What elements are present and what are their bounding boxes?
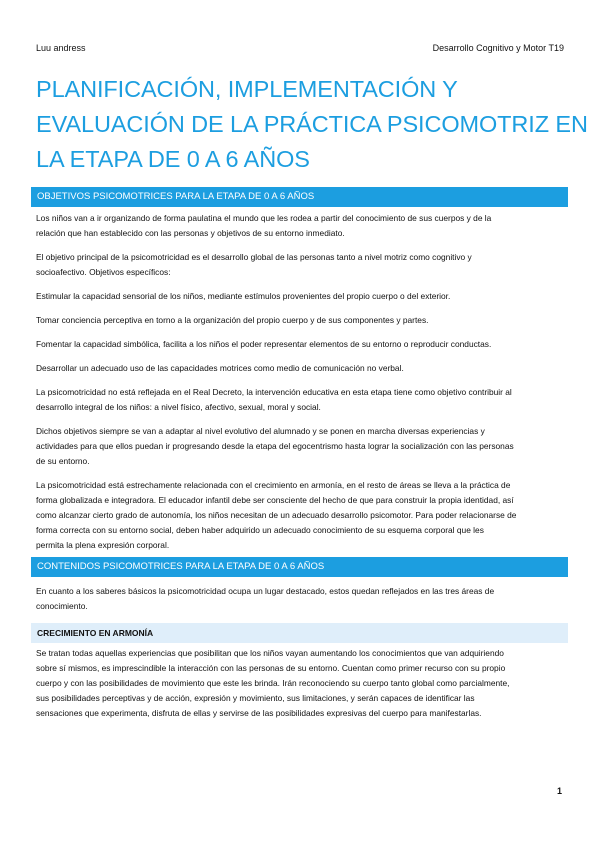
paragraph-line: La psicomotricidad está estrechamente relacionada con el crecimiento en armonía, en el resto de áreas se lleva a la práctica de [36, 480, 511, 490]
subsection-heading-crecimiento: CRECIMIENTO EN ARMONÍA [31, 623, 568, 643]
paragraph-line: sobre sí mismos, es imprescindible la interacción con las personas de su entorno. Cuentan como primer recurso con su propio [36, 663, 506, 673]
paragraph-line: Fomentar la capacidad simbólica, facilita a los niños el poder representar elementos de su entorno o reproducir conductas. [36, 339, 492, 349]
paragraph-line: forma globalizada e integradora. El educador infantil debe ser consciente del hecho de que para construir la propia identidad, así [36, 495, 514, 505]
paragraph-line: actividades para que ellos puedan ir progresando desde la etapa del egocentrismo hasta lograr la socialización con las personas [36, 441, 514, 451]
section-heading-objetivos: OBJETIVOS PSICOMOTRICES PARA LA ETAPA DE 0 A 6 AÑOS [31, 187, 568, 207]
page-number: 1 [556, 786, 562, 796]
paragraph [36, 478, 564, 553]
paragraph-line: permita la plena expresión corporal. [36, 540, 170, 550]
paragraph-line: Se tratan todas aquellas experiencias que posibilitan que los niños vayan aumentando los conocimientos que van adquiriendo [36, 648, 504, 658]
paragraph-line: Dichos objetivos siempre se van a adaptar al nivel evolutivo del alumnado y se ponen en marcha diversas experiencias y [36, 426, 485, 436]
section-heading-contenidos: CONTENIDOS PSICOMOTRICES PARA LA ETAPA DE 0 A 6 AÑOS [31, 557, 568, 577]
paragraph [36, 424, 564, 469]
paragraph-line: Los niños van a ir organizando de forma paulatina el mundo que les rodea a partir del conocimiento de sus cuerpos y de la [36, 213, 492, 223]
page-header [36, 43, 564, 55]
paragraph-line: como alcanzar cierto grado de autonomía, los niños necesitan de un adecuado desarrollo psicomotor. Para poder relacionarse de [36, 510, 517, 520]
paragraph-line: Desarrollar un adecuado uso de las capacidades motrices como medio de comunicación no verbal. [36, 363, 404, 373]
paragraph-line: de su entorno. [36, 456, 90, 466]
title-line: EVALUACIÓN DE LA PRÁCTICA PSICOMOTRIZ EN [36, 111, 588, 137]
paragraph-line: cuerpo y con las posibilidades de movimiento que este les brinda. Irán reconociendo su cuerpo tanto global como parcialmente, [36, 678, 510, 688]
paragraph [36, 211, 564, 241]
paragraph [36, 289, 564, 304]
paragraph [36, 584, 564, 614]
paragraph-line: relación que han establecido con las personas y objetivos de su entorno inmediato. [36, 228, 345, 238]
paragraph-line: La psicomotricidad no está reflejada en el Real Decreto, la intervención educativa en esta etapa tiene como objetivo contribuir al [36, 387, 512, 397]
paragraph [36, 646, 564, 721]
title-line: PLANIFICACIÓN, IMPLEMENTACIÓN Y [36, 76, 458, 102]
paragraph-line: conocimiento. [36, 601, 88, 611]
header-course: Desarrollo Cognitivo y Motor T19 [432, 43, 564, 53]
paragraph [36, 337, 564, 352]
paragraph [36, 361, 564, 376]
paragraph [36, 250, 564, 280]
paragraph-line: sensaciones que experimenta, disfruta de ellas y servirse de las posibilidades expresivas del cuerpo para manifestarlas. [36, 708, 482, 718]
paragraph [36, 313, 564, 328]
document-title [36, 72, 588, 177]
paragraph-line: Tomar conciencia perceptiva en torno a la organización del propio cuerpo y de sus componentes y partes. [36, 315, 429, 325]
title-line: LA ETAPA DE 0 A 6 AÑOS [36, 146, 310, 172]
header-author: Luu andress [36, 43, 86, 53]
paragraph-line: socioafectivo. Objetivos específicos: [36, 267, 171, 277]
paragraph [36, 385, 564, 415]
paragraph-line: Estimular la capacidad sensorial de los niños, mediante estímulos provenientes del propio cuerpo o del exterior. [36, 291, 451, 301]
paragraph-line: desarrollo integral de los niños: a nivel físico, afectivo, sexual, moral y social. [36, 402, 321, 412]
paragraph-line: sus posibilidades perceptivas y de acción, expresión y movimiento, sus limitaciones, y serán capaces de identificar las [36, 693, 475, 703]
paragraph-line: forma correcta con su entorno social, deben haber adquirido un adecuado conocimiento de su esquema corporal que les [36, 525, 484, 535]
paragraph-line: El objetivo principal de la psicomotricidad es el desarrollo global de las personas tanto a nivel motriz como cognitivo y [36, 252, 472, 262]
paragraph-line: En cuanto a los saberes básicos la psicomotricidad ocupa un lugar destacado, estos quedan reflejados en las tres áreas de [36, 586, 495, 596]
